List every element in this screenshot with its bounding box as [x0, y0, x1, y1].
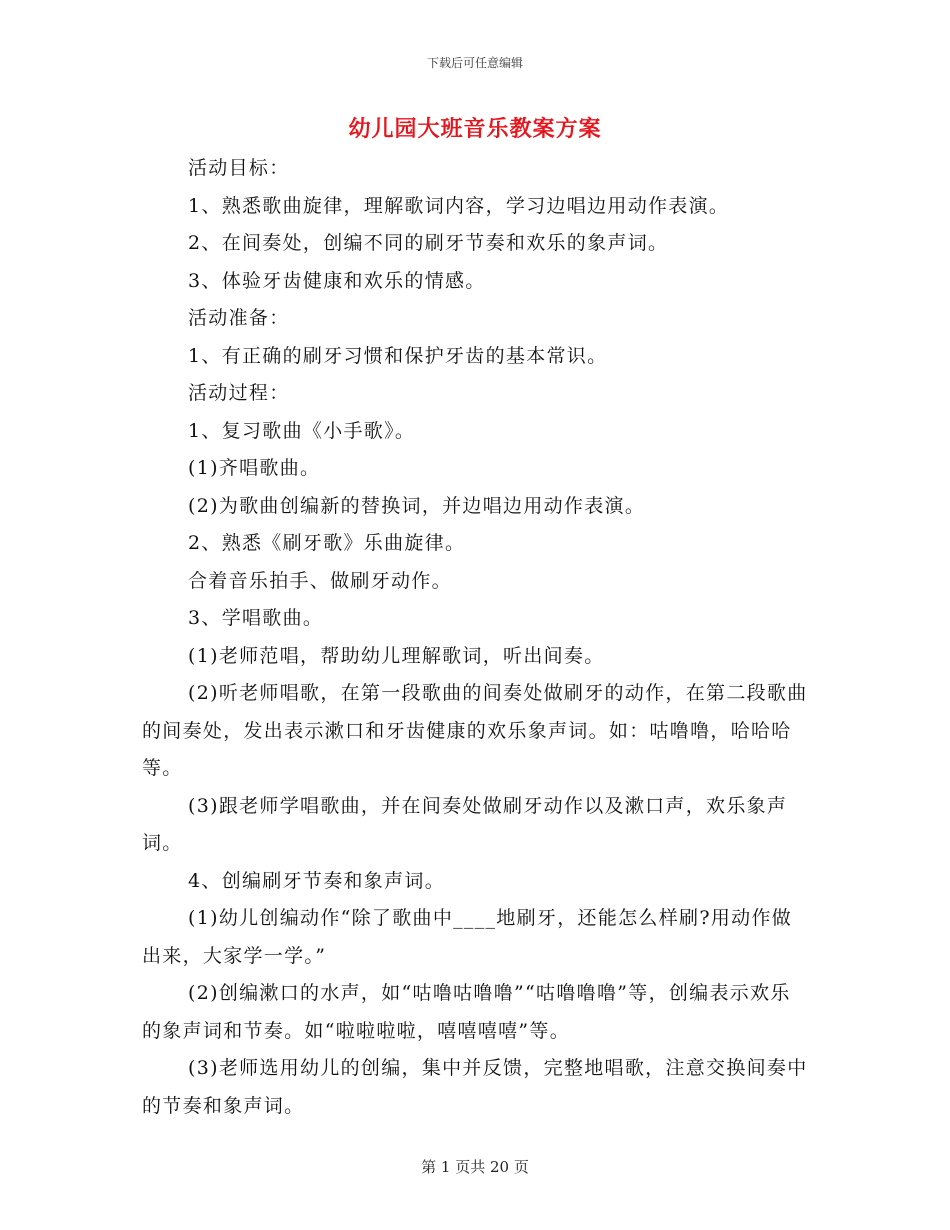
section-heading-process: 活动过程： [188, 382, 290, 404]
document-title: 幼儿园大班音乐教案方案 [348, 116, 602, 142]
section-heading-preparation: 活动准备： [188, 307, 290, 329]
goal-item: 2、在间奏处，创编不同的刷牙节奏和欢乐的象声词。 [188, 232, 669, 254]
preparation-item: 1、有正确的刷牙习惯和保护牙齿的基本常识。 [188, 344, 608, 367]
process-substep: (2)听老师唱歌，在第一段歌曲的间奏处做刷牙的动作，在第二段歌曲的间奏处，发出表示漱口和牙齿健康的欢乐象声词。如：咕噜噜，哈哈哈等。 [142, 682, 808, 779]
goal-item: 3、体验牙齿健康和欢乐的情感。 [188, 269, 486, 292]
process-substep: (3)老师选用幼儿的创编，集中并反馈，完整地唱歌，注意交换间奏中的节奏和象声词。 [142, 1057, 808, 1117]
process-step: 2、熟悉《刷牙歌》乐曲旋律。 [188, 532, 466, 554]
section-heading-goals: 活动目标： [188, 157, 290, 179]
document-body [142, 150, 810, 1125]
process-substep: (2)为歌曲创编新的替换词，并边唱边用动作表演。 [188, 494, 646, 517]
process-substep: (3)跟老师学唱歌曲，并在间奏处做刷牙动作以及漱口声，欢乐象声词。 [142, 794, 788, 854]
process-substep: (1)幼儿创编动作“除了歌曲中____地刷牙，还能怎么样刷?用动作做出来，大家学一学。” [142, 907, 793, 967]
process-note: 合着音乐拍手、做刷牙动作。 [188, 569, 452, 592]
goal-item: 1、熟悉歌曲旋律，理解歌词内容，学习边唱边用动作表演。 [188, 194, 730, 217]
page-number: 第 1 页共 20 页 [421, 1158, 529, 1176]
process-substep: (1)老师范唱，帮助幼儿理解歌词，听出间奏。 [188, 644, 605, 667]
process-substep: (2)创编漱口的水声，如“咕噜咕噜噜”“咕噜噜噜”等，创编表示欢乐的象声词和节奏。如“啦啦啦啦，嘻嘻嘻嘻”等。 [142, 982, 791, 1042]
process-step: 1、复习歌曲《小手歌》。 [188, 419, 416, 442]
process-substep: (1)齐唱歌曲。 [188, 457, 321, 479]
page-header-note: 下载后可任意编辑 [426, 56, 523, 70]
process-step: 3、学唱歌曲。 [188, 607, 324, 629]
process-step: 4、创编刷牙节奏和象声词。 [188, 869, 445, 892]
